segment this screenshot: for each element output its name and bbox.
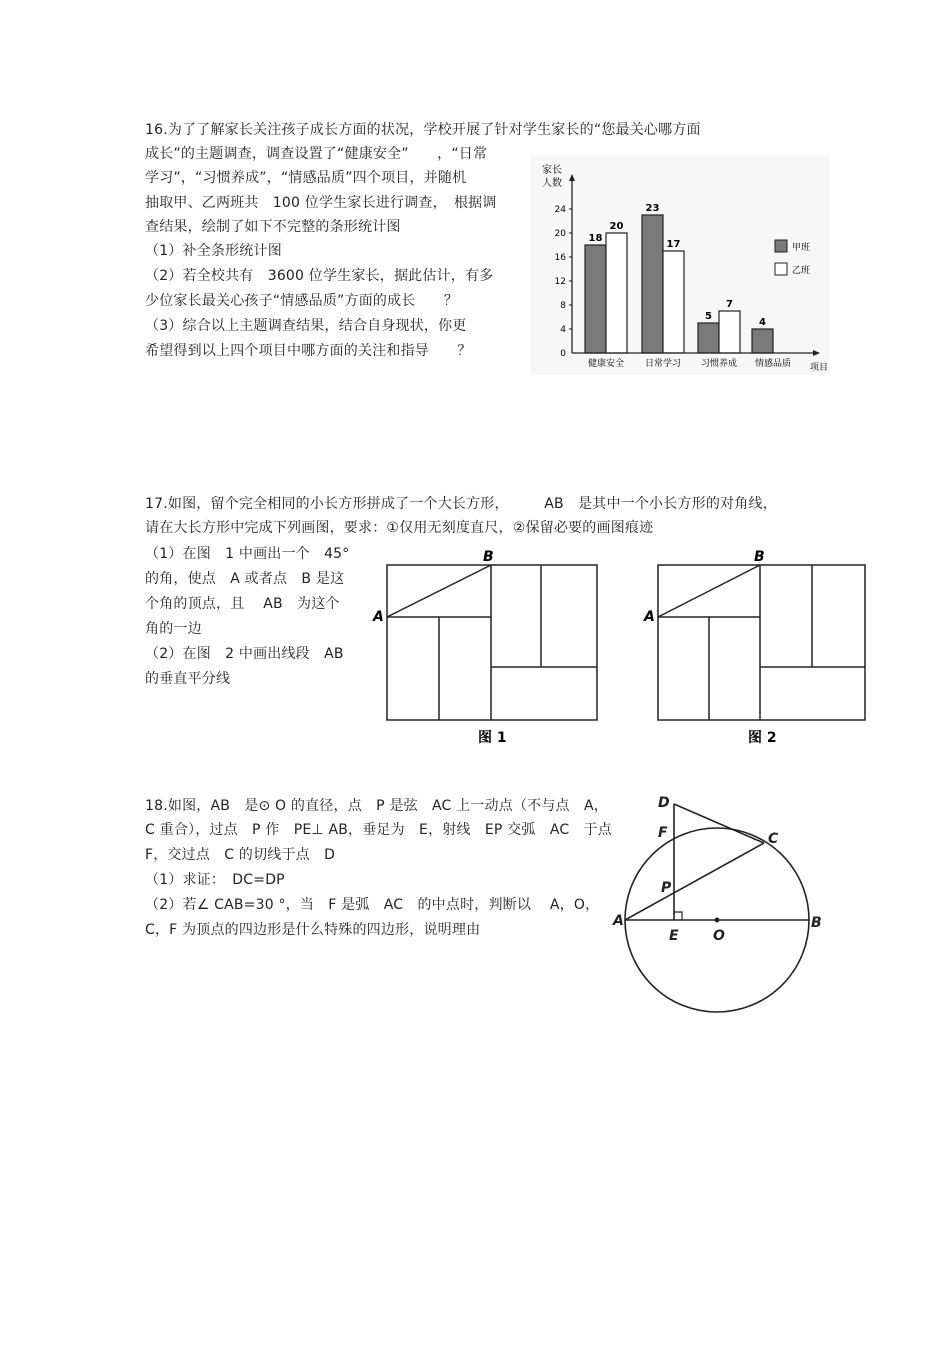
q18-line-3: F，交过点 C 的切线于点 D: [145, 847, 336, 863]
q16-line-7: （2）若全校共有 3600 位学生家长，据此估计，有多: [145, 268, 494, 284]
q17-line-1: 17.如图，留个完全相同的小长方形拼成了一个大长方形， AB 是其中一个小长方形的对角线，: [145, 496, 777, 512]
diagonal-ab: [387, 565, 491, 617]
q17-line-2: 请在大长方形中完成下列画图，要求：①仅用无刻度直尺，②保留必要的画图痕迹: [145, 520, 654, 536]
bar-value-label: 20: [609, 221, 624, 232]
q16-line-8: 少位家长最关心孩子“情感品质”方面的成长 ？: [145, 293, 459, 309]
y-tick-label: 12: [554, 277, 566, 287]
bar-value-label: 4: [759, 317, 766, 328]
bar-chart: [530, 155, 830, 375]
point-p-label: P: [661, 880, 672, 896]
point-a-label: A: [613, 913, 624, 929]
q16-line-2: 成长”的主题调查，调查设置了“健康安全” ，“日常: [145, 146, 488, 162]
figure-2: [636, 545, 876, 750]
point-b-label: B: [754, 549, 765, 565]
point-a-label: A: [644, 609, 655, 625]
q18-line-6: C，F 为顶点的四边形是什么特殊的四边形，说明理由: [145, 922, 481, 938]
center-dot: [715, 918, 720, 923]
bar-value-label: 17: [666, 239, 681, 250]
legend-label-jia: 甲班: [792, 243, 811, 253]
q17-line-7: （2）在图 2 中画出线段 AB: [145, 646, 344, 662]
legend-label-yi: 乙班: [792, 266, 811, 276]
bar: [698, 323, 719, 353]
q18-line-4: （1）求证： DC=DP: [145, 872, 285, 888]
q16-line-4: 抽取甲、乙两班共 100 位学生家长进行调查， 根据调: [145, 195, 497, 211]
legend-swatch-yi: [775, 263, 787, 275]
point-a-label: A: [373, 609, 384, 625]
y-tick-label: 16: [554, 253, 566, 263]
q17-line-6: 角的一边: [145, 621, 202, 637]
q17-line-5: 个角的顶点，且 AB 为这个: [145, 596, 340, 612]
q16-line-9: （3）综合以上主题调查结果，结合自身现状，你更: [145, 318, 467, 334]
q16-line-10: 希望得到以上四个项目中哪方面的关注和指导 ？: [145, 343, 472, 359]
bar: [752, 329, 773, 353]
tangent-dc: [674, 804, 764, 843]
q18-line-2: C 重合），过点 P 作 PE⊥ AB，垂足为 E，射线 EP 交弧 AC 于点: [145, 822, 612, 838]
legend-swatch-jia: [775, 240, 787, 252]
y-tick-label: 24: [554, 205, 566, 215]
q18-line-1: 18.如图，AB 是⊙ O 的直径，点 P 是弦 AC 上一动点（不与点 A，: [145, 798, 608, 814]
point-d-label: D: [658, 795, 670, 811]
category-label: 习惯养成: [700, 359, 738, 369]
right-angle-mark: [674, 912, 682, 920]
q16-line-3: 学习”，“习惯养成”，“情感品质”四个项目，并随机: [145, 170, 467, 186]
point-f-label: F: [658, 825, 668, 841]
figure-1-caption: 图 1: [478, 730, 507, 746]
point-e-label: E: [669, 928, 679, 944]
q18-line-5: （2）若∠ CAB=30 °，当 F 是弧 AC 的中点时，判断以 A，O，: [145, 897, 600, 913]
q16-line-6: （1）补全条形统计图: [145, 243, 282, 259]
point-b-label: B: [483, 549, 494, 565]
chart-xlabel: 项目: [810, 363, 829, 373]
bar-value-label: 7: [726, 299, 733, 310]
diagonal-ab: [658, 565, 760, 617]
q17-line-3: （1）在图 1 中画出一个 45°: [145, 546, 350, 562]
bar: [642, 215, 663, 353]
y-tick-label: 8: [560, 301, 566, 311]
bar-value-label: 18: [588, 233, 603, 244]
y-tick-label: 4: [560, 325, 566, 335]
y-tick-label: 20: [554, 229, 566, 239]
figure-2-caption: 图 2: [748, 730, 777, 746]
category-label: 健康安全: [587, 359, 625, 369]
bar: [606, 233, 627, 353]
q17-line-4: 的角，使点 A 或者点 B 是这: [145, 571, 345, 587]
bar: [585, 245, 606, 353]
circle-figure-lines: [625, 804, 809, 1012]
figure-1-rectangles: [387, 565, 597, 720]
q16-line-5: 查结果，绘制了如下不完整的条形统计图: [145, 219, 401, 235]
bar-value-label: 23: [645, 203, 660, 214]
category-label: 情感品质: [754, 359, 792, 369]
figure-1: [365, 545, 605, 750]
chart-ylabel-1: 家长: [542, 165, 562, 176]
y-tick-label: 0: [560, 349, 566, 359]
circle-figure: [612, 790, 832, 1015]
q16-line-1: 16.为了了解家长关注孩子成长方面的状况，学校开展了针对学生家长的“您最关心哪方面: [145, 122, 701, 138]
bar-value-label: 5: [705, 311, 712, 322]
chord-ac: [625, 843, 764, 920]
bar: [663, 251, 684, 353]
chart-ylabel-2: 人数: [542, 178, 562, 189]
point-o-label: O: [713, 928, 725, 944]
category-label: 日常学习: [644, 359, 682, 369]
point-b-label: B: [811, 915, 822, 931]
figure-2-rectangles: [658, 565, 865, 720]
point-c-label: C: [768, 831, 779, 847]
bar: [719, 311, 740, 353]
q17-line-8: 的垂直平分线: [145, 671, 231, 687]
